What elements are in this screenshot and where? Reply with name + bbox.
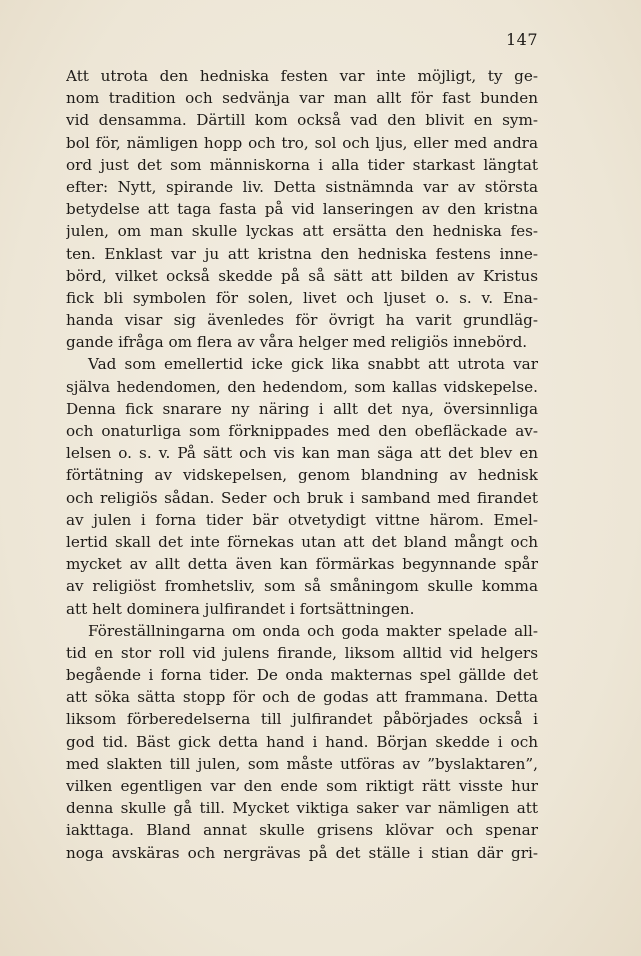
text-line: tid en stor roll vid julens firande, liksom alltid vid helgers <box>66 643 538 662</box>
text-line: liksom förberedelserna till julfirandet påbörjades också i <box>66 710 538 729</box>
text-line: god tid. Bäst gick detta hand i hand. Början skedde i och <box>66 732 538 751</box>
text-line: noga avskäras och nergrävas på det ställe i stian där gri- <box>66 843 538 862</box>
text-line: av religiöst fromhetsliv, som så småningom skulle komma <box>66 577 538 596</box>
page-number: 147 <box>505 30 538 49</box>
text-line: ord just det som människorna i alla tider starkast längtat <box>66 155 538 174</box>
text-line: Att utrota den hedniska festen var inte möjligt, ty ge- <box>66 67 538 85</box>
text-line: och religiös sådan. Seder och bruk i samband med firandet <box>66 488 538 507</box>
text-line: lertid skall det inte förnekas utan att det bland mångt och <box>66 532 538 551</box>
text-line: vilken egentligen var den ende som riktigt rätt visste hur <box>66 777 538 795</box>
text-line: begående i forna tider. De onda makternas spel gällde det <box>66 666 538 685</box>
text-line: och onaturliga som förknippades med den obefläckade av- <box>66 422 538 440</box>
text-line: julen, om man skulle lyckas att ersätta den hedniska fes- <box>66 222 538 241</box>
paragraph-3 <box>66 620 538 864</box>
text-line: ten. Enklast var ju att kristna den hedniska festens inne- <box>66 244 538 263</box>
text-line: fick bli symbolen för solen, livet och ljuset o. s. v. Ena- <box>66 288 538 307</box>
text-line: iakttaga. Bland annat skulle grisens klövar och spenar <box>66 821 538 840</box>
text-line: med slakten till julen, som måste utföras av ”byslaktaren”, <box>66 754 538 773</box>
text-line: gande ifråga om flera av våra helger med religiös innebörd. <box>66 333 528 352</box>
body-text <box>66 65 538 864</box>
text-line: betydelse att taga fasta på vid lanseringen av den kristna <box>66 200 538 219</box>
text-line: Föreställningarna om onda och goda makter spelade all- <box>88 621 538 640</box>
text-line: efter: Nytt, spirande liv. Detta sistnämnda var av största <box>66 177 538 196</box>
text-line: denna skulle gå till. Mycket viktiga saker var nämligen att <box>66 799 538 818</box>
text-line: mycket av allt detta även kan förmärkas begynnande spår <box>66 555 538 574</box>
text-line: att helt dominera julfirandet i fortsättningen. <box>66 599 415 618</box>
text-line: handa visar sig ävenledes för övrigt ha varit grundläg- <box>66 311 538 330</box>
text-line: Denna fick snarare ny näring i allt det nya, översinnliga <box>66 399 538 418</box>
text-line: Vad som emellertid icke gick lika snabbt att utrota var <box>88 355 538 374</box>
text-line: bol för, nämligen hopp och tro, sol och ljus, eller med andra <box>66 133 538 152</box>
paragraph-2 <box>66 353 538 619</box>
text-line: av julen i forna tider bär otvetydigt vittne härom. Emel- <box>66 510 538 529</box>
paragraph-1 <box>66 65 538 353</box>
text-line: själva hedendomen, den hedendom, som kallas vidskepelse. <box>66 377 538 396</box>
text-line: att söka sätta stopp för och de godas att frammana. Detta <box>66 688 538 707</box>
text-line: lelsen o. s. v. På sätt och vis kan man säga att det blev en <box>66 444 538 463</box>
text-line: börd, vilket också skedde på så sätt att bilden av Kristus <box>66 266 538 285</box>
text-line: förtätning av vidskepelsen, genom blandning av hednisk <box>66 466 538 485</box>
text-line: vid densamma. Därtill kom också vad den blivit en sym- <box>66 111 538 130</box>
text-line: nom tradition och sedvänja var man allt för fast bunden <box>66 89 538 108</box>
